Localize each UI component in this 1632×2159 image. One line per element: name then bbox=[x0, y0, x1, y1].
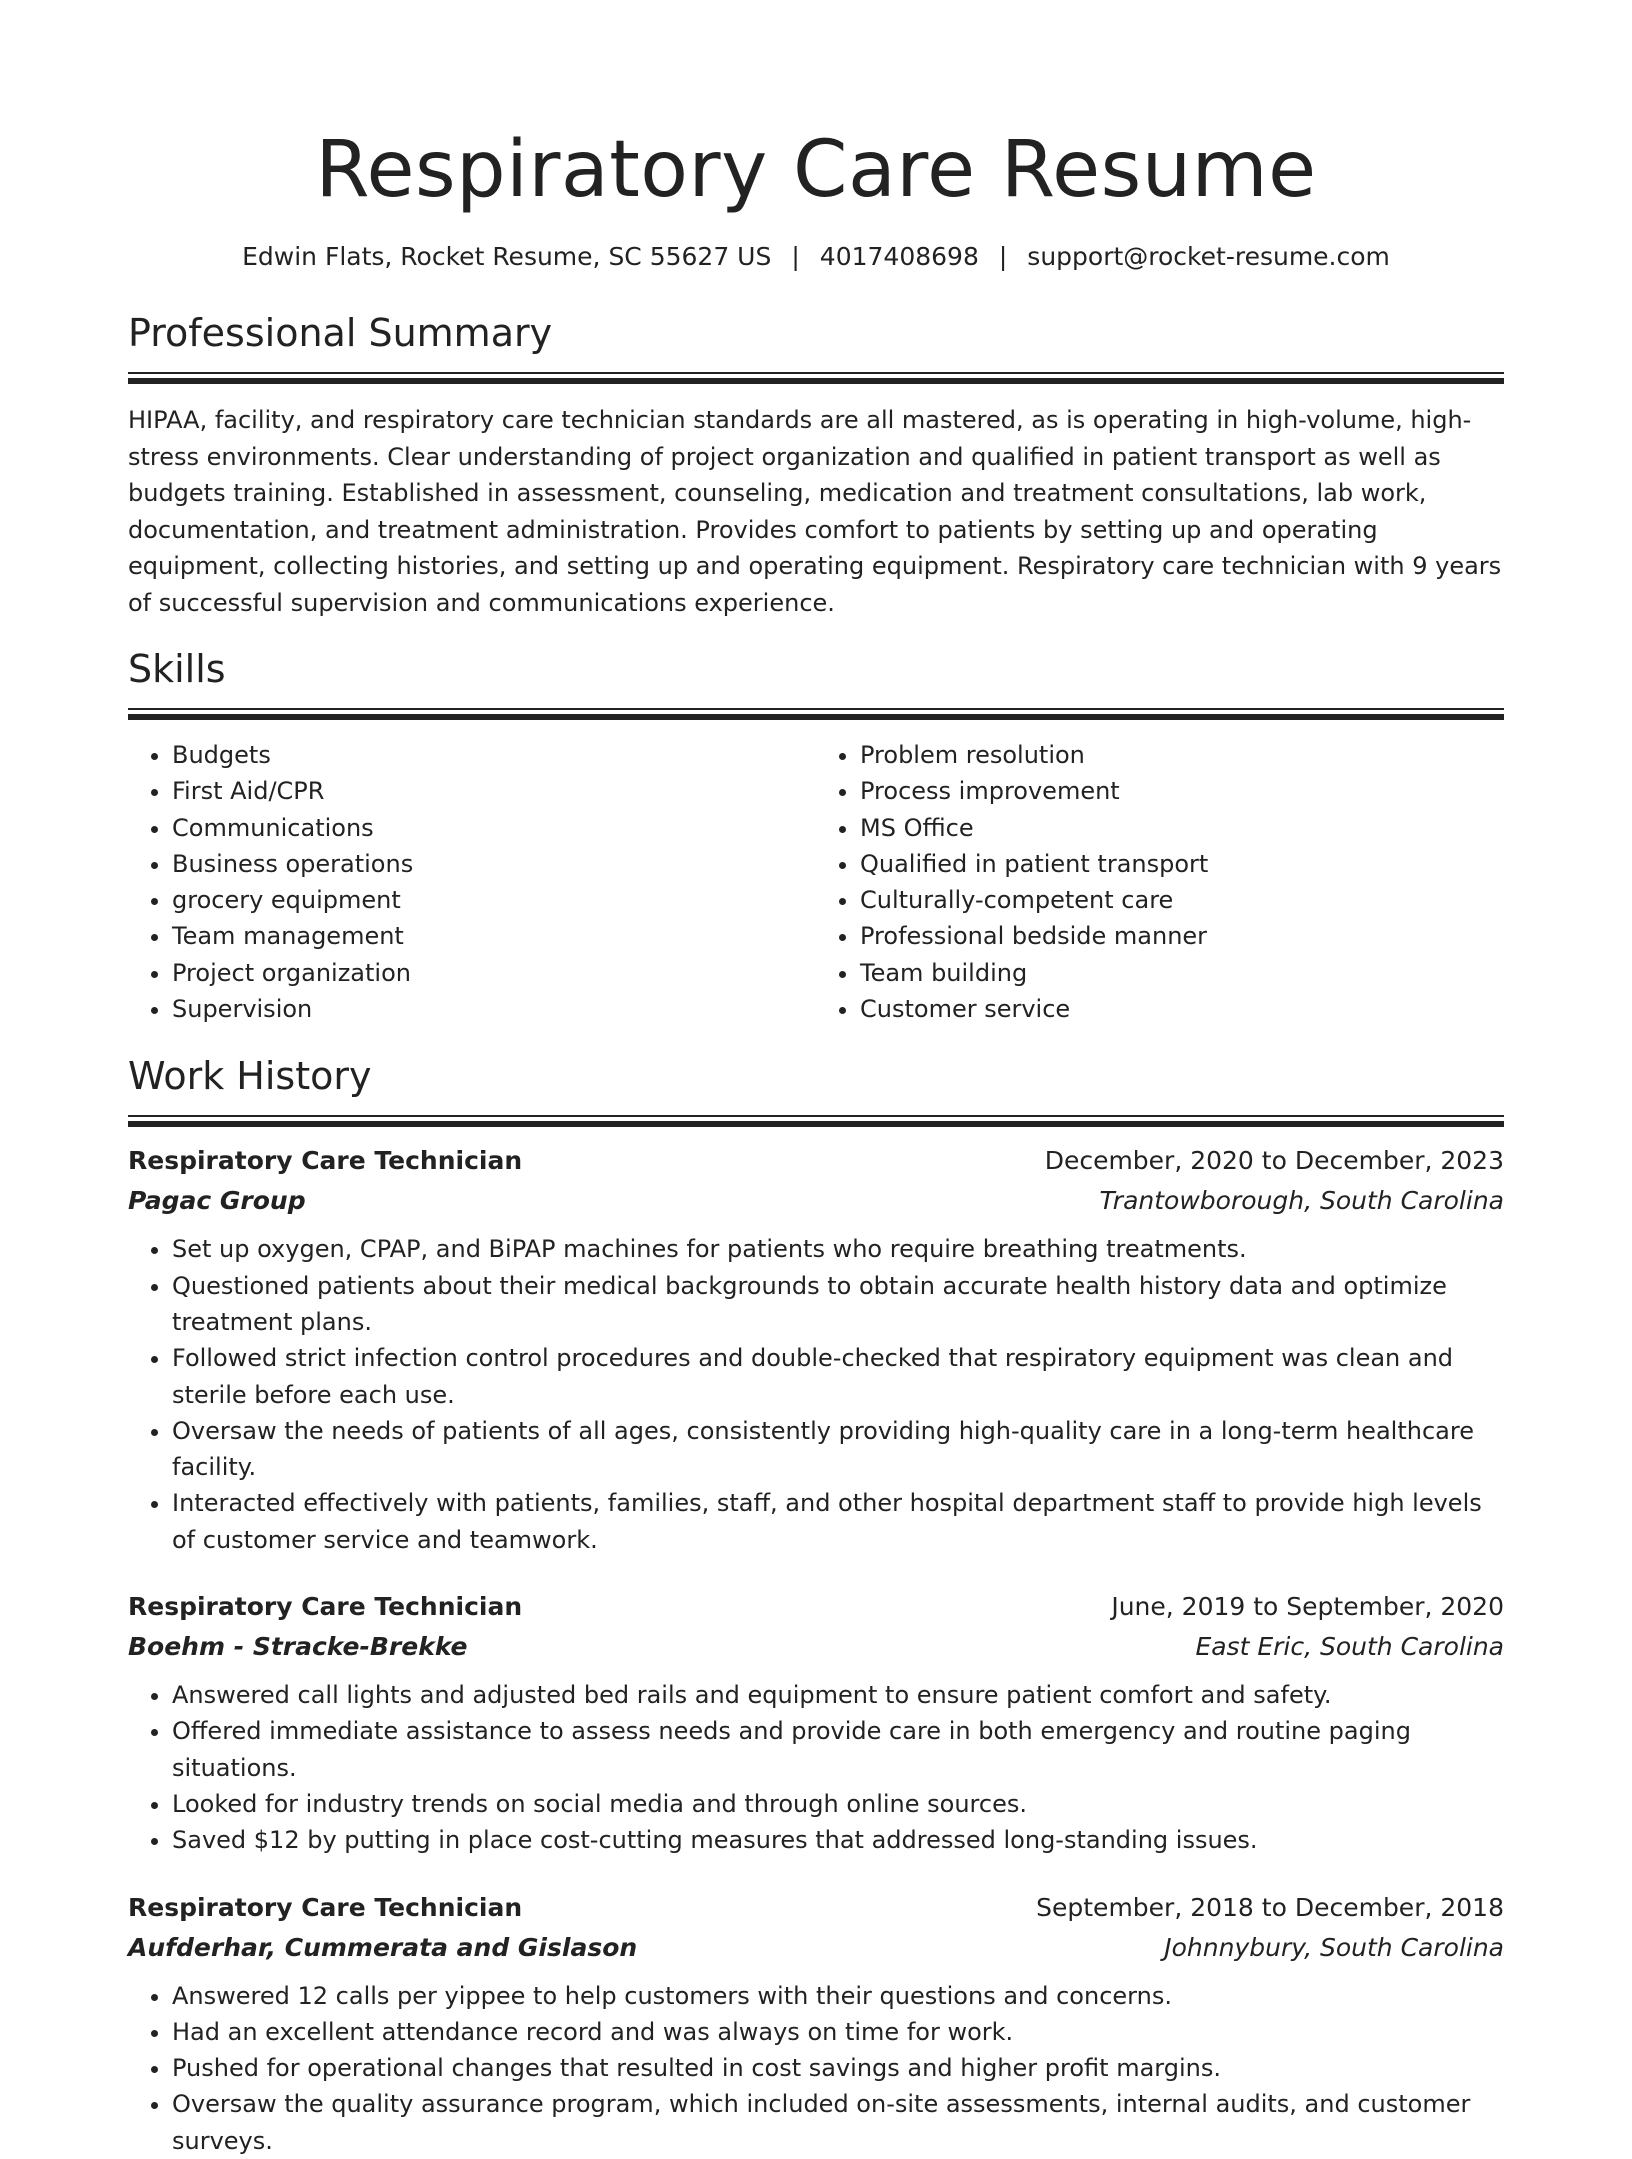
skills-heading: Skills bbox=[128, 647, 226, 691]
job-location: East Eric, South Carolina bbox=[1195, 1632, 1504, 1662]
contact-separator: | bbox=[998, 242, 1008, 271]
skill-item: • Problem resolution bbox=[860, 737, 1504, 773]
resume-page bbox=[128, 0, 1504, 2159]
job-dates: June, 2019 to September, 2020 bbox=[1111, 1592, 1504, 1622]
job-bullet: • Set up oxygen, CPAP, and BiPAP machines for patients who require breathing treatments. bbox=[172, 1231, 1504, 1267]
skill-item: • Supervision bbox=[172, 991, 816, 1027]
skills-list-right bbox=[816, 737, 1504, 1027]
contact-address: Edwin Flats, Rocket Resume, SC 55627 US bbox=[242, 242, 772, 271]
job-title: Respiratory Care Technician bbox=[128, 1892, 523, 1922]
job-bullet: • Saved $12 by putting in place cost-cutting measures that addressed long-standing issues. bbox=[172, 1822, 1504, 1858]
section-divider bbox=[128, 372, 1504, 384]
section-divider bbox=[128, 1115, 1504, 1127]
job-title: Respiratory Care Technician bbox=[128, 1592, 523, 1622]
job-title: Respiratory Care Technician bbox=[128, 1146, 523, 1176]
job-bullet: • Answered 12 calls per yippee to help customers with their questions and concerns. bbox=[172, 1978, 1504, 2014]
contact-email: support@rocket-resume.com bbox=[1027, 242, 1390, 271]
job-dates: September, 2018 to December, 2018 bbox=[1036, 1892, 1504, 1922]
skill-item: • Team management bbox=[172, 918, 816, 954]
skill-item: • Customer service bbox=[860, 991, 1504, 1027]
skill-item: • Budgets bbox=[172, 737, 816, 773]
job-company: Boehm - Stracke-Brekke bbox=[128, 1632, 468, 1662]
skill-item: • Communications bbox=[172, 810, 816, 846]
skills-section bbox=[128, 644, 1504, 1027]
job-header-row bbox=[128, 1587, 1504, 1627]
skill-item: • Process improvement bbox=[860, 773, 1504, 809]
job-header-row bbox=[128, 1141, 1504, 1181]
summary-section bbox=[128, 308, 1504, 621]
resume-title: Respiratory Care Resume bbox=[315, 125, 1317, 215]
skill-item: • Qualified in patient transport bbox=[860, 846, 1504, 882]
job-subheader-row bbox=[128, 1928, 1504, 1968]
job-bullet: • Pushed for operational changes that resulted in cost savings and higher profit margins. bbox=[172, 2050, 1504, 2086]
section-divider bbox=[128, 708, 1504, 720]
job-bullet: • Answered call lights and adjusted bed rails and equipment to ensure patient comfort and safety. bbox=[172, 1677, 1504, 1713]
contact-line bbox=[128, 240, 1504, 274]
job-entry bbox=[128, 1888, 1504, 2159]
job-bullet: • Looked for industry trends on social media and through online sources. bbox=[172, 1786, 1504, 1822]
job-location: Trantowborough, South Carolina bbox=[1099, 1186, 1504, 1216]
job-company: Pagac Group bbox=[128, 1186, 306, 1216]
skill-item: • grocery equipment bbox=[172, 882, 816, 918]
work-history-heading: Work History bbox=[128, 1054, 372, 1099]
job-entry bbox=[128, 1141, 1504, 1558]
skill-item: • First Aid/CPR bbox=[172, 773, 816, 809]
job-dates: December, 2020 to December, 2023 bbox=[1044, 1146, 1504, 1176]
job-bullet-list bbox=[128, 1231, 1504, 1558]
job-location: Johnnybury, South Carolina bbox=[1164, 1932, 1504, 1962]
job-bullet-list bbox=[128, 1677, 1504, 1858]
job-bullet: • Interacted effectively with patients, families, staff, and other hospital department staff to provide high levels of customer service and teamwork. bbox=[172, 1485, 1504, 1558]
skill-item: • Professional bedside manner bbox=[860, 918, 1504, 954]
work-history-section bbox=[128, 1051, 1504, 2159]
job-bullet: • Followed strict infection control procedures and double-checked that respiratory equipment was clean and sterile before each use. bbox=[172, 1340, 1504, 1413]
job-company: Aufderhar, Cummerata and Gislason bbox=[128, 1932, 638, 1962]
job-header-row bbox=[128, 1888, 1504, 1928]
skill-item: • Business operations bbox=[172, 846, 816, 882]
skill-item: • Team building bbox=[860, 955, 1504, 991]
skill-item: • Culturally-competent care bbox=[860, 882, 1504, 918]
job-bullet: • Oversaw the needs of patients of all ages, consistently providing high-quality care in a long-term healthcare facility. bbox=[172, 1413, 1504, 1486]
job-subheader-row bbox=[128, 1627, 1504, 1667]
job-entry bbox=[128, 1587, 1504, 1858]
job-bullet-list bbox=[128, 1978, 1504, 2159]
job-bullet: • Questioned patients about their medical backgrounds to obtain accurate health history data and optimize treatment plans. bbox=[172, 1268, 1504, 1341]
job-bullet: • Oversaw the quality assurance program, which included on-site assessments, internal audits, and customer surveys. bbox=[172, 2086, 1504, 2159]
contact-separator: | bbox=[791, 242, 800, 271]
summary-heading: Professional Summary bbox=[128, 311, 553, 355]
summary-text: HIPAA, facility, and respiratory care technician standards are all mastered, as is operating in high-volume, high-stress environments. Clear understanding of project organization and qualified in patient transport as well as budgets training. Established in assessment, counseling, medication and treatment consultations, lab work, documentation, and treatment administration. Provides comfort to patients by setting up and operating equipment, collecting histories, and setting up and operating equipment. Respiratory care technician with 9 years of successful supervision and communications experience. bbox=[128, 406, 1502, 617]
contact-phone: 4017408698 bbox=[819, 242, 979, 271]
job-subheader-row bbox=[128, 1181, 1504, 1221]
job-bullet: • Offered immediate assistance to assess needs and provide care in both emergency and routine paging situations. bbox=[172, 1713, 1504, 1786]
skill-item: • Project organization bbox=[172, 955, 816, 991]
skill-item: • MS Office bbox=[860, 810, 1504, 846]
skills-list-left bbox=[128, 737, 816, 1027]
job-bullet: • Had an excellent attendance record and was always on time for work. bbox=[172, 2014, 1504, 2050]
skills-grid bbox=[128, 737, 1504, 1027]
